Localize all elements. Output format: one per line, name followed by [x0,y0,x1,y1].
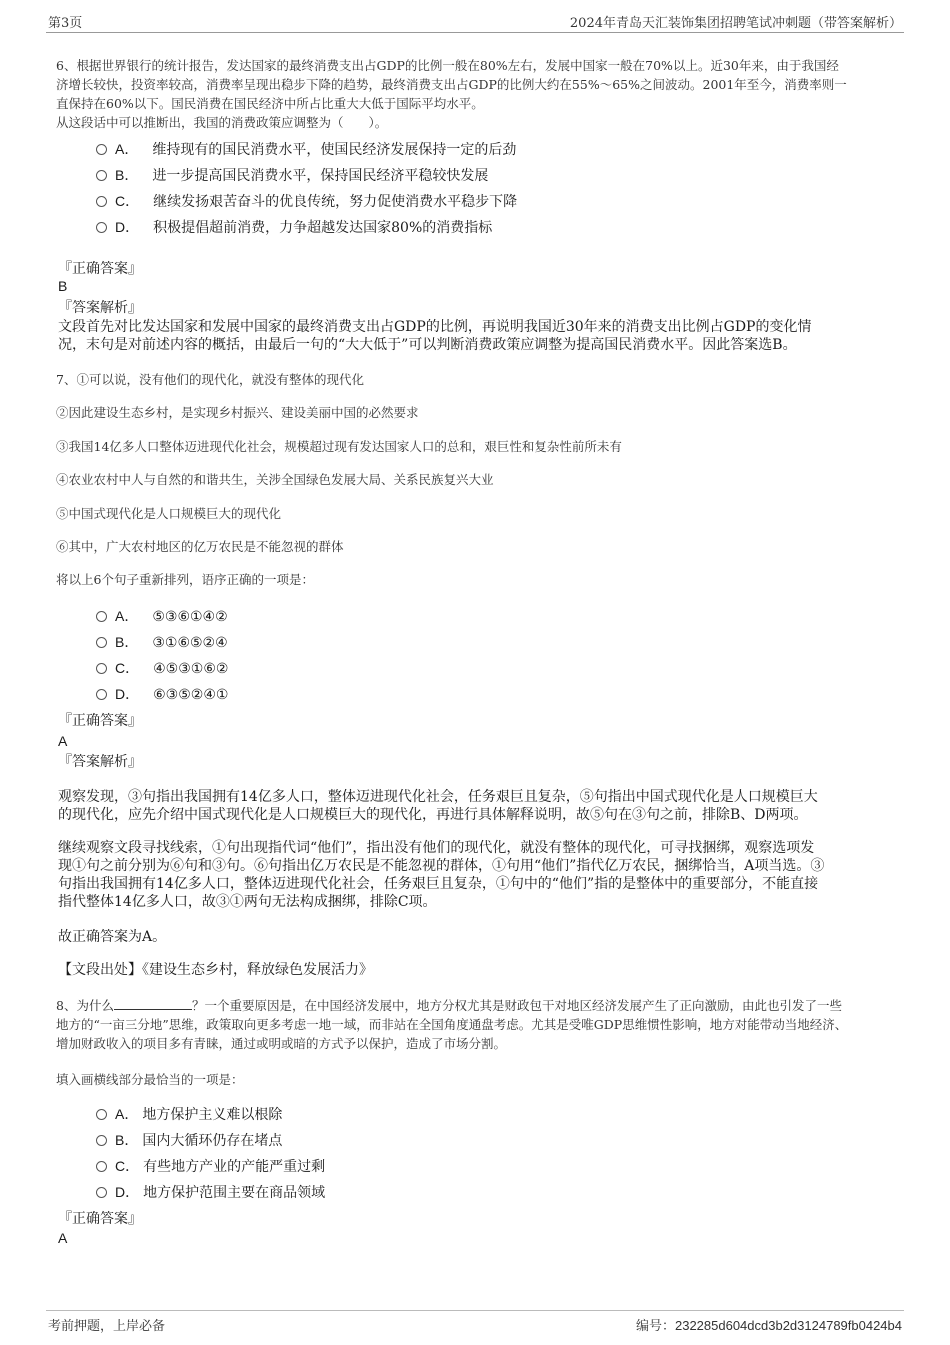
q7-prompt: 将以上6个句子重新排列，语序正确的一项是： [56,572,314,587]
q8-option-a[interactable]: A． 地方保护主义难以根除 [96,1104,282,1125]
footer-slogan: 考前押题，上岸必备 [48,1319,166,1334]
q7-line-2: ②因此建设生态乡村，是实现乡村振兴、建设美丽中国的必然要求 [56,405,419,420]
option-text: 进一步提高国民消费水平，保持国民经济平稳较快发展 [152,168,489,184]
fill-in-blank [114,997,192,1010]
q6-option-d[interactable]: D． 积极提倡超前消费，力争超越发达国家80%的消费指标 [96,217,492,238]
option-text: 积极提倡超前消费，力争超越发达国家80%的消费指标 [153,220,493,236]
option-text: ④⑤③①⑥② [153,661,229,677]
question-8-stem: 8、为什么 ？一个重要原因是，在中国经济发展中，地方分权尤其是财政包干对地区经济发展产生了正向激励，由此也引发了一些 地方的“一亩三分地”思维，政策取向更多考虑一地一域，而非站在全国角度通盘考虑。尤其是受唯GDP思维惯性影响，地方对能带动当地经济、 增加财政收入的项目多有青睐，通过或明或暗的方式予以保护，造成了市场分割。 [56,998,848,1051]
radio-icon[interactable] [96,611,107,622]
question-6-stem [56,56,896,132]
q7-line-1: 7、①可以说，没有他们的现代化，就没有整体的现代化 [56,372,364,387]
q6-analysis: 文段首先对比发达国家和发展中国家的最终消费支出占GDP的比例，再说明我国近30年来的消费支出比例占GDP的变化情 况，末句是对前述内容的概括，由最后一句的“大大低于”可以判断消费政策应调整为提高国民消费水平。因此答案选B。 [58,319,812,353]
radio-icon[interactable] [96,637,107,648]
option-text: ⑥③⑤②④① [153,687,229,703]
q7-option-a[interactable]: A． ⑤③⑥①④② [96,606,228,627]
q7-option-c[interactable]: C． ④⑤③①⑥② [96,658,228,679]
radio-icon[interactable] [96,663,107,674]
q8-answer: A [58,1230,68,1246]
q8-prompt: 填入画横线部分最恰当的一项是： [56,1072,244,1087]
q8-option-d[interactable]: D． 地方保护范围主要在商品领域 [96,1182,325,1203]
q7-source: 【文段出处】《建设生态乡村，释放绿色发展活力》 [58,962,373,978]
q7-option-b[interactable]: B． ③①⑥⑤②④ [96,632,228,653]
document-title: 2024年青岛天汇装饰集团招聘笔试冲刺题（带答案解析） [569,16,902,31]
stem-line: 济增长较快，投资率较高，消费率呈现出稳步下降的趋势，最终消费支出占GDP的比例大约在55%～65%之间波动。2001年至今，消费率则一 [56,77,847,92]
option-text: 国内大循环仍存在堵点 [142,1133,283,1149]
q6-option-a[interactable]: A． 维持现有的国民消费水平，使国民经济发展保持一定的后劲 [96,139,516,160]
radio-icon[interactable] [96,689,107,700]
q6-option-c[interactable]: C． 继续发扬艰苦奋斗的优良传统，努力促使消费水平稳步下降 [96,191,517,212]
q8-option-b[interactable]: B． 国内大循环仍存在堵点 [96,1130,282,1151]
radio-icon[interactable] [96,144,107,155]
stem-line: 从这段话中可以推断出，我国的消费政策应调整为（ ）。 [56,115,388,130]
radio-icon[interactable] [96,222,107,233]
option-text: ⑤③⑥①④② [152,609,228,625]
q7-answer: A [58,733,68,749]
radio-icon[interactable] [96,1161,107,1172]
q6-answer-label: 『正确答案』 [58,261,142,277]
q6-analysis-label: 『答案解析』 [58,300,142,316]
q7-answer-label: 『正确答案』 [58,713,142,729]
option-text: 继续发扬艰苦奋斗的优良传统，努力促使消费水平稳步下降 [153,194,518,210]
option-text: 地方保护主义难以根除 [142,1107,283,1123]
option-text: 地方保护范围主要在商品领域 [143,1185,326,1201]
q7-line-3: ③我国14亿多人口整体迈进现代化社会，规模超过现有发达国家人口的总和，艰巨性和复杂性前所未有 [56,439,622,454]
q7-analysis-paragraph-2: 继续观察文段寻找线索，①句出现指代词“他们”，指出没有他们的现代化，就没有整体的现代化，可寻找捆绑，观察选项发 现①句之前分别为⑥句和③句。⑥句指出亿万农民是不能忽视的群体，①句用“他们”指代亿万农民，捆绑恰当，A项当选。③ 句指出我国拥有14亿多人口，整体迈进现代化社会，任务艰巨且复杂，①句中的“他们”指的是整体中的重要部分，不能直接 指代整体14亿多人口，故③①两句无法构成捆绑，排除C项。 [58,840,825,910]
q7-analysis-conclusion: 故正确答案为A。 [58,929,167,945]
page-header [46,12,904,33]
q7-analysis-label: 『答案解析』 [58,754,142,770]
radio-icon[interactable] [96,1187,107,1198]
radio-icon[interactable] [96,196,107,207]
page-footer [46,1310,904,1339]
document-code: 编号：232285d604dcd3b2d3124789fb0424b4 [635,1318,902,1334]
option-text: 有些地方产业的产能严重过剩 [143,1159,326,1175]
radio-icon[interactable] [96,1135,107,1146]
q6-option-b[interactable]: B． 进一步提高国民消费水平，保持国民经济平稳较快发展 [96,165,488,186]
stem-line: 直保持在60%以下。国民消费在国民经济中所占比重大大低于国际平均水平。 [56,96,484,111]
option-text: 维持现有的国民消费水平，使国民经济发展保持一定的后劲 [152,142,517,158]
q7-line-4: ④农业农村中人与自然的和谐共生，关涉全国绿色发展大局、关系民族复兴大业 [56,472,494,487]
q6-answer: B [58,278,68,294]
q7-line-5: ⑤中国式现代化是人口规模巨大的现代化 [56,506,282,521]
page-number: 第3页 [48,16,83,31]
stem-line: 6、根据世界银行的统计报告，发达国家的最终消费支出占GDP的比例一般在80%左右，发展中国家一般在70%以上。近30年来，由于我国经 [56,58,839,73]
q7-analysis-paragraph-1: 观察发现，③句指出我国拥有14亿多人口，整体迈进现代化社会，任务艰巨且复杂，⑤句指出中国式现代化是人口规模巨大 的现代化，应先介绍中国式现代化是人口规模巨大的现代化，再进行具体解释说明，故⑤句在③句之前，排除B、D两项。 [58,789,818,823]
option-text: ③①⑥⑤②④ [152,635,228,651]
q8-option-c[interactable]: C． 有些地方产业的产能严重过剩 [96,1156,325,1177]
q8-answer-label: 『正确答案』 [58,1211,142,1227]
radio-icon[interactable] [96,1109,107,1120]
q7-line-6: ⑥其中，广大农村地区的亿万农民是不能忽视的群体 [56,539,344,554]
radio-icon[interactable] [96,170,107,181]
q7-option-d[interactable]: D． ⑥③⑤②④① [96,684,228,705]
